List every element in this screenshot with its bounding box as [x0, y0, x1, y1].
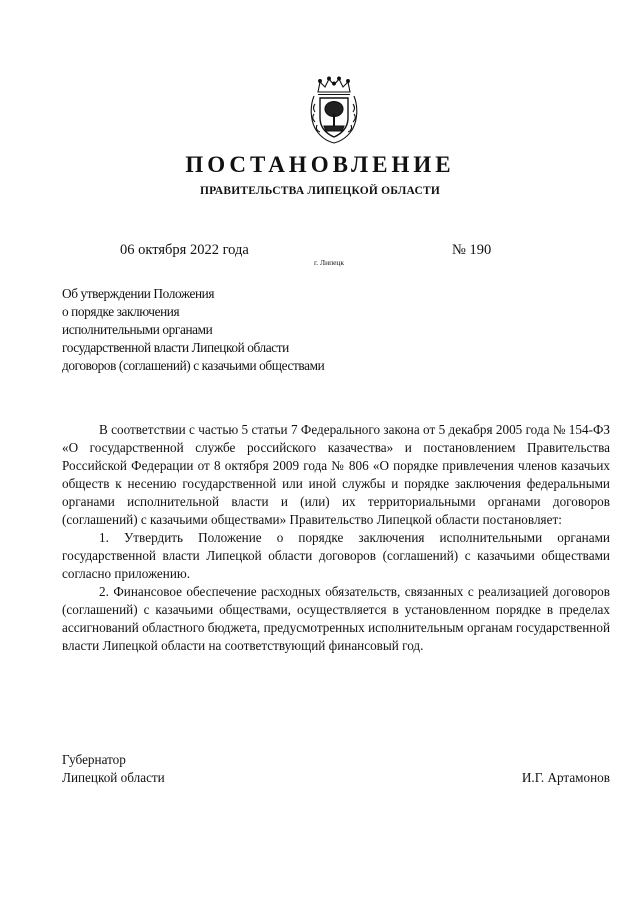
- signer-title-line-1: Губернатор: [62, 752, 126, 767]
- subject-line: договоров (соглашений) с казачьими обществами: [62, 358, 325, 373]
- signer-name: И.Г. Артамонов: [521, 770, 610, 785]
- body-item-2: 2. Финансовое обеспечение расходных обязательств, связанных с реализацией договоров (соглашений) с казачьими обществами, осуществляется в установленном порядке в пределах ассигнований областного бюджета, предусмотренных исполнительным органам государственной власти Липецкой области на соответствующий финансовый год.: [62, 584, 610, 653]
- document-number: № 190: [452, 242, 492, 258]
- subject-line: о порядке заключения: [62, 304, 180, 319]
- document-subtitle: ПРАВИТЕЛЬСТВА ЛИПЕЦКОЙ ОБЛАСТИ: [200, 185, 440, 197]
- document-title: ПОСТАНОВЛЕНИЕ: [185, 152, 455, 177]
- document-city: г. Липецк: [314, 258, 345, 267]
- subject-line: исполнительными органами: [62, 322, 213, 337]
- body-item-1: 1. Утвердить Положение о порядке заключения исполнительными органами государственной власти Липецкой области договоров (соглашений) с казачьими обществами согласно приложению.: [62, 530, 610, 581]
- document-subject: [62, 285, 402, 375]
- subject-line: государственной власти Липецкой области: [62, 340, 289, 355]
- document-date: 06 октября 2022 года: [120, 242, 249, 258]
- signer-title: [62, 751, 165, 787]
- body-preamble: В соответствии с частью 5 статьи 7 Федерального закона от 5 декабря 2005 года № 154-ФЗ «О государственной службе российского казачества» и постановлением Правительства Российской Федерации от 8 октября 2009 года № 806 «О порядке привлечения членов казачьих обществ к несению государственной или иной службы и порядке заключения федеральными органами исполнительной власти и (или) их территориальными органами договоров (соглашений) с казачьими обществами» Правительство Липецкой области постановляет:: [62, 422, 610, 527]
- coat-of-arms-icon: [308, 76, 360, 144]
- subject-line: Об утверждении Положения: [62, 286, 215, 301]
- document-body: [62, 421, 610, 655]
- signer-title-line-2: Липецкой области: [62, 770, 165, 785]
